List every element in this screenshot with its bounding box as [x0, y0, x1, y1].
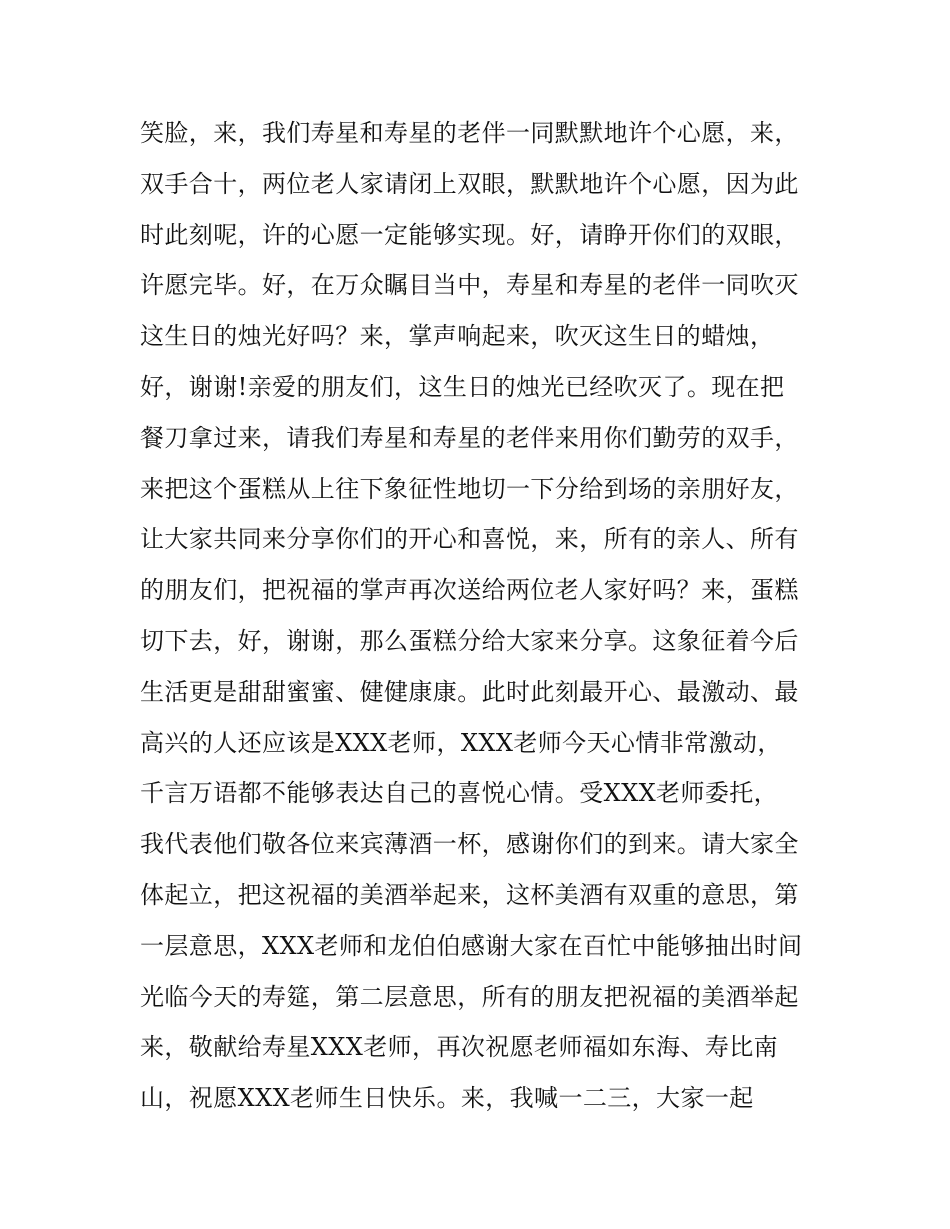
text-line: 我代表他们敬各位来宾薄酒一杯，感谢你们的到来。请大家全 — [140, 830, 799, 859]
text-line: 来，敬献给寿星XXX老师，再次祝愿老师福如东海、寿比南 — [140, 1033, 779, 1062]
text-line: 切下去，好，谢谢，那么蛋糕分给大家来分享。这象征着今后 — [140, 626, 799, 655]
text-line: 来把这个蛋糕从上往下象征性地切一下分给到场的亲朋好友， — [140, 474, 799, 503]
text-line: 高兴的人还应该是XXX老师，XXX老师今天心情非常激动， — [140, 728, 782, 757]
text-line: 这生日的烛光好吗？来，掌声响起来，吹灭这生日的蜡烛， — [140, 322, 775, 351]
text-line: 山，祝愿XXX老师生日快乐。来，我喊一二三，大家一起 — [140, 1084, 754, 1113]
text-line: 光临今天的寿筵，第二层意思，所有的朋友把祝福的美酒举起 — [140, 982, 799, 1011]
text-line: 餐刀拿过来，请我们寿星和寿星的老伴来用你们勤劳的双手， — [140, 423, 799, 452]
text-line: 许愿完毕。好，在万众瞩目当中，寿星和寿星的老伴一同吹灭 — [140, 271, 799, 300]
text-line: 让大家共同来分享你们的开心和喜悦，来，所有的亲人、所有 — [140, 525, 799, 554]
body-text — [140, 108, 830, 1124]
text-line: 好，谢谢!亲爱的朋友们，这生日的烛光已经吹灭了。现在把 — [140, 372, 785, 401]
text-line: 的朋友们，把祝福的掌声再次送给两位老人家好吗？来，蛋糕 — [140, 576, 799, 605]
text-line: 笑脸，来，我们寿星和寿星的老伴一同默默地许个心愿，来， — [140, 119, 799, 147]
text-line: 千言万语都不能够表达自己的喜悦心情。受XXX老师委托， — [140, 779, 779, 808]
text-line: 体起立，把这祝福的美酒举起来，这杯美酒有双重的意思，第 — [140, 880, 799, 909]
text-line: 生活更是甜甜蜜蜜、健健康康。此时此刻最开心、最激动、最 — [140, 677, 799, 706]
text-line: 一层意思，XXX老师和龙伯伯感谢大家在百忙中能够抽出时间 — [140, 931, 803, 960]
text-line: 时此刻呢，许的心愿一定能够实现。好，请睁开你们的双眼， — [140, 220, 799, 249]
text-line: 双手合十，两位老人家请闭上双眼，默默地许个心愿，因为此 — [140, 169, 799, 198]
